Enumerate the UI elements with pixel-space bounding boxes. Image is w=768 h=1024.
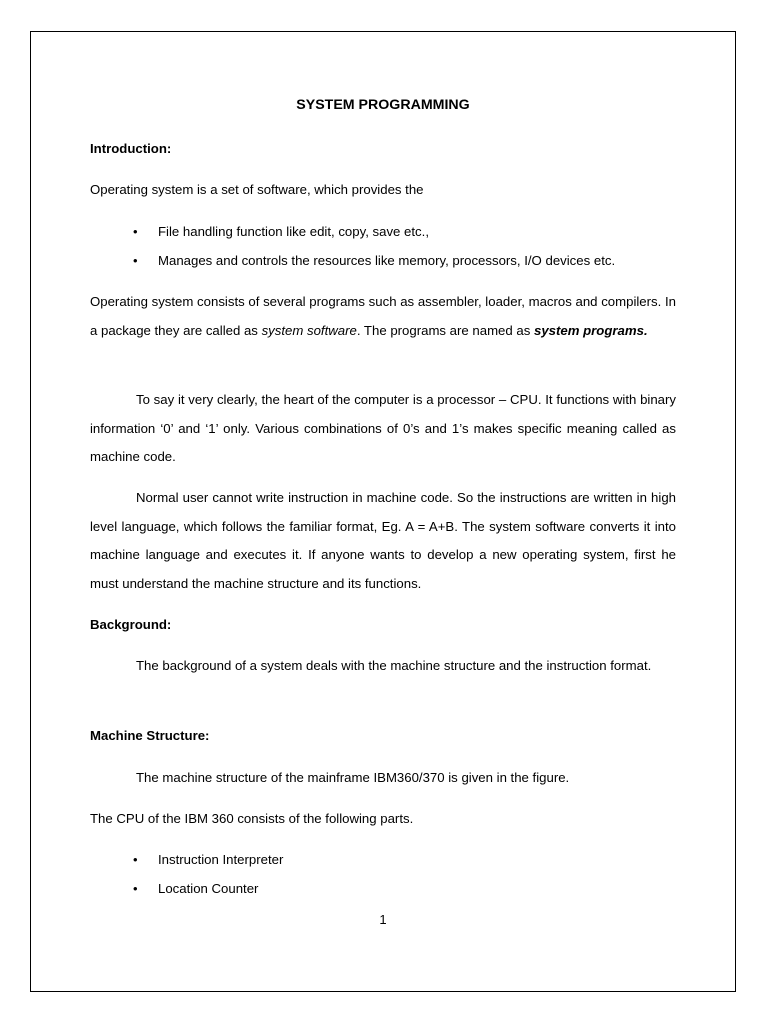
list-item-text: Instruction Interpreter — [158, 852, 284, 867]
background-paragraph: The background of a system deals with the machine structure and the instruction format. — [136, 658, 652, 673]
list-item-text: Manages and controls the resources like memory, processors, I/O devices etc. — [158, 253, 616, 268]
bullet-icon: • — [133, 881, 138, 896]
introduction-heading: Introduction: — [90, 141, 172, 156]
page-number: 1 — [379, 912, 387, 927]
emphasis-text: system software — [261, 322, 357, 338]
introduction-paragraph-1 — [90, 288, 676, 345]
paragraph-text: . The programs are named as — [356, 322, 534, 338]
introduction-paragraph-2: To say it very clearly, the heart of the computer is a processor – CPU. It functions with binary information ‘0’ and ‘1’ only. Various combinations of 0’s and 1’s makes specific meaning called as machine code. — [90, 392, 676, 464]
list-item — [90, 218, 676, 247]
background-heading: Background: — [90, 617, 172, 632]
machine-structure-lead: The CPU of the IBM 360 consists of the following parts. — [90, 811, 414, 826]
list-item — [90, 875, 676, 904]
paragraph-text: Operating system consists of several programs such as assembler, loader, macros and compilers. In a package they are called as — [90, 294, 676, 338]
strong-emphasis-text: system programs. — [534, 322, 648, 338]
bullet-icon: • — [133, 253, 138, 268]
machine-structure-paragraph: The machine structure of the mainframe IBM360/370 is given in the figure. — [136, 770, 570, 785]
introduction-paragraph-3: Normal user cannot write instruction in machine code. So the instructions are written in high level language, which follows the familiar format, Eg. A = A+B. The system software converts it into machine language and executes it. If anyone wants to develop a new operating system, first he must understand the machine structure and its functions. — [90, 490, 676, 591]
machine-structure-heading: Machine Structure: — [90, 728, 210, 743]
introduction-lead: Operating system is a set of software, which provides the — [90, 182, 424, 197]
list-item — [90, 247, 676, 276]
document-title: SYSTEM PROGRAMMING — [296, 97, 470, 113]
list-item-text: Location Counter — [158, 881, 259, 896]
bullet-icon: • — [133, 852, 138, 867]
list-item-text: File handling function like edit, copy, save etc., — [158, 224, 429, 239]
list-item — [90, 846, 676, 875]
bullet-icon: • — [133, 224, 138, 239]
